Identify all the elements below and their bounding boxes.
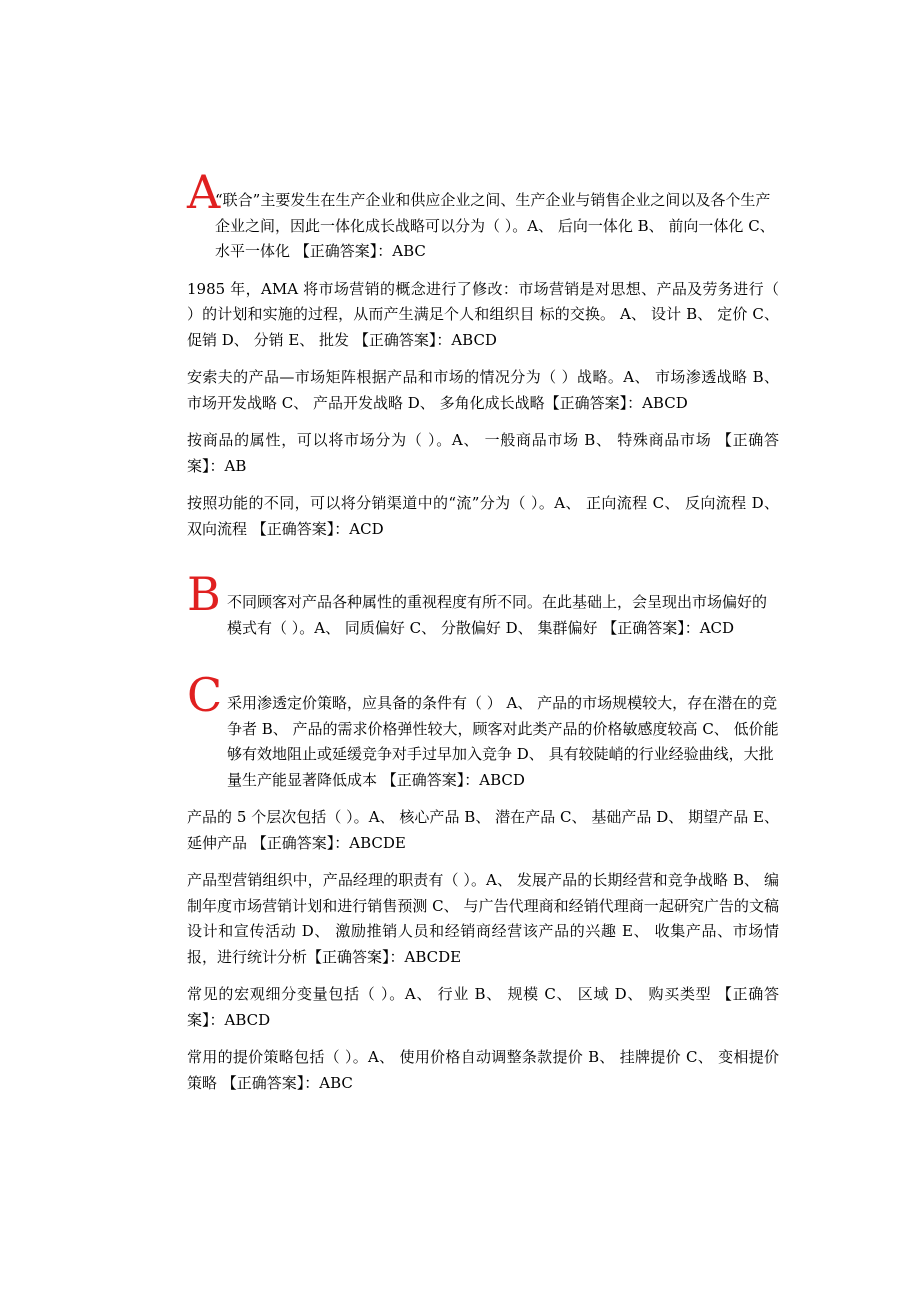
section-c xyxy=(187,668,779,1096)
question-text: 1985 年，AMA 将市场营销的概念进行了修改：市场营销是对思想、产品及劳务进行（ ）的计划和实施的过程，从而产生满足个人和组织目 标的交换。 A、 设计 B、 定价 C、 促销 D、 分销 E、 批发 【正确答案】：ABCD xyxy=(187,279,779,349)
question-text: 安索夫的产品—市场矩阵根据产品和市场的情况分为（ ）战略。A、 市场渗透战略 B、 市场开发战略 C、 产品开发战略 D、 多角化成长战略【正确答案】：ABCD xyxy=(187,368,779,412)
question-text: 不同顾客对产品各种属性的重视程度有所不同。在此基础上，会呈现出市场偏好的模式有（ ）。A、 同质偏好 C、 分散偏好 D、 集群偏好 【正确答案】：ACD xyxy=(227,593,768,637)
section-letter-a: A xyxy=(187,165,221,219)
section-a-head xyxy=(187,165,779,265)
section-letter-c: C xyxy=(187,668,223,722)
question-text: 按照功能的不同，可以将分销渠道中的“流”分为（ ）。A、 正向流程 C、 反向流程 D、 双向流程 【正确答案】：ACD xyxy=(187,494,779,538)
question-text: 产品的 5 个层次包括（ ）。A、 核心产品 B、 潜在产品 C、 基础产品 D、 期望产品 E、 延伸产品 【正确答案】：ABCDE xyxy=(187,808,779,852)
section-c-head xyxy=(187,668,779,793)
section-b-head xyxy=(187,567,779,641)
question-text: 常见的宏观细分变量包括（ ）。A、 行业 B、 规模 C、 区域 D、 购买类型 【正确答案】：ABCD xyxy=(187,985,779,1029)
section-a xyxy=(187,165,779,542)
question-text: 常用的提价策略包括（ ）。A、 使用价格自动调整条款提价 B、 挂牌提价 C、 变相提价策略 【正确答案】：ABC xyxy=(187,1048,779,1092)
section-b xyxy=(187,567,779,641)
section-letter-b: B xyxy=(187,567,221,621)
question-text: “联合”主要发生在生产企业和供应企业之间、生产企业与销售企业之间以及各个生产企业之间，因此一体化成长战略可以分为（ ）。A、 后向一体化 B、 前向一体化 C、 水平一体化 【正确答案】：ABC xyxy=(215,191,775,260)
question-text: 采用渗透定价策略，应具备的条件有（ ） A、 产品的市场规模较大，存在潜在的竞争者 B、 产品的需求价格弹性较大，顾客对此类产品的价格敏感度较高 C、 低价能够有效地阻止或延缓竞争对手过早加入竞争 D、 具有较陡峭的行业经验曲线，大批量生产能显著降低成本 【正确答案】：ABCD xyxy=(227,694,779,789)
document-page xyxy=(187,165,779,1108)
question-text: 产品型营销组织中，产品经理的职责有（ ）。A、 发展产品的长期经营和竞争战略 B、 编制年度市场营销计划和进行销售预测 C、 与广告代理商和经销代理商一起研究广告的文稿设计和宣传活动 D、 激励推销人员和经销商经营该产品的兴趣 E、 收集产品、市场情报，进行统计分析【正确答案】：ABCDE xyxy=(187,871,779,966)
question-text: 按商品的属性，可以将市场分为（ ）。A、 一般商品市场 B、 特殊商品市场 【正确答案】：AB xyxy=(187,431,779,475)
